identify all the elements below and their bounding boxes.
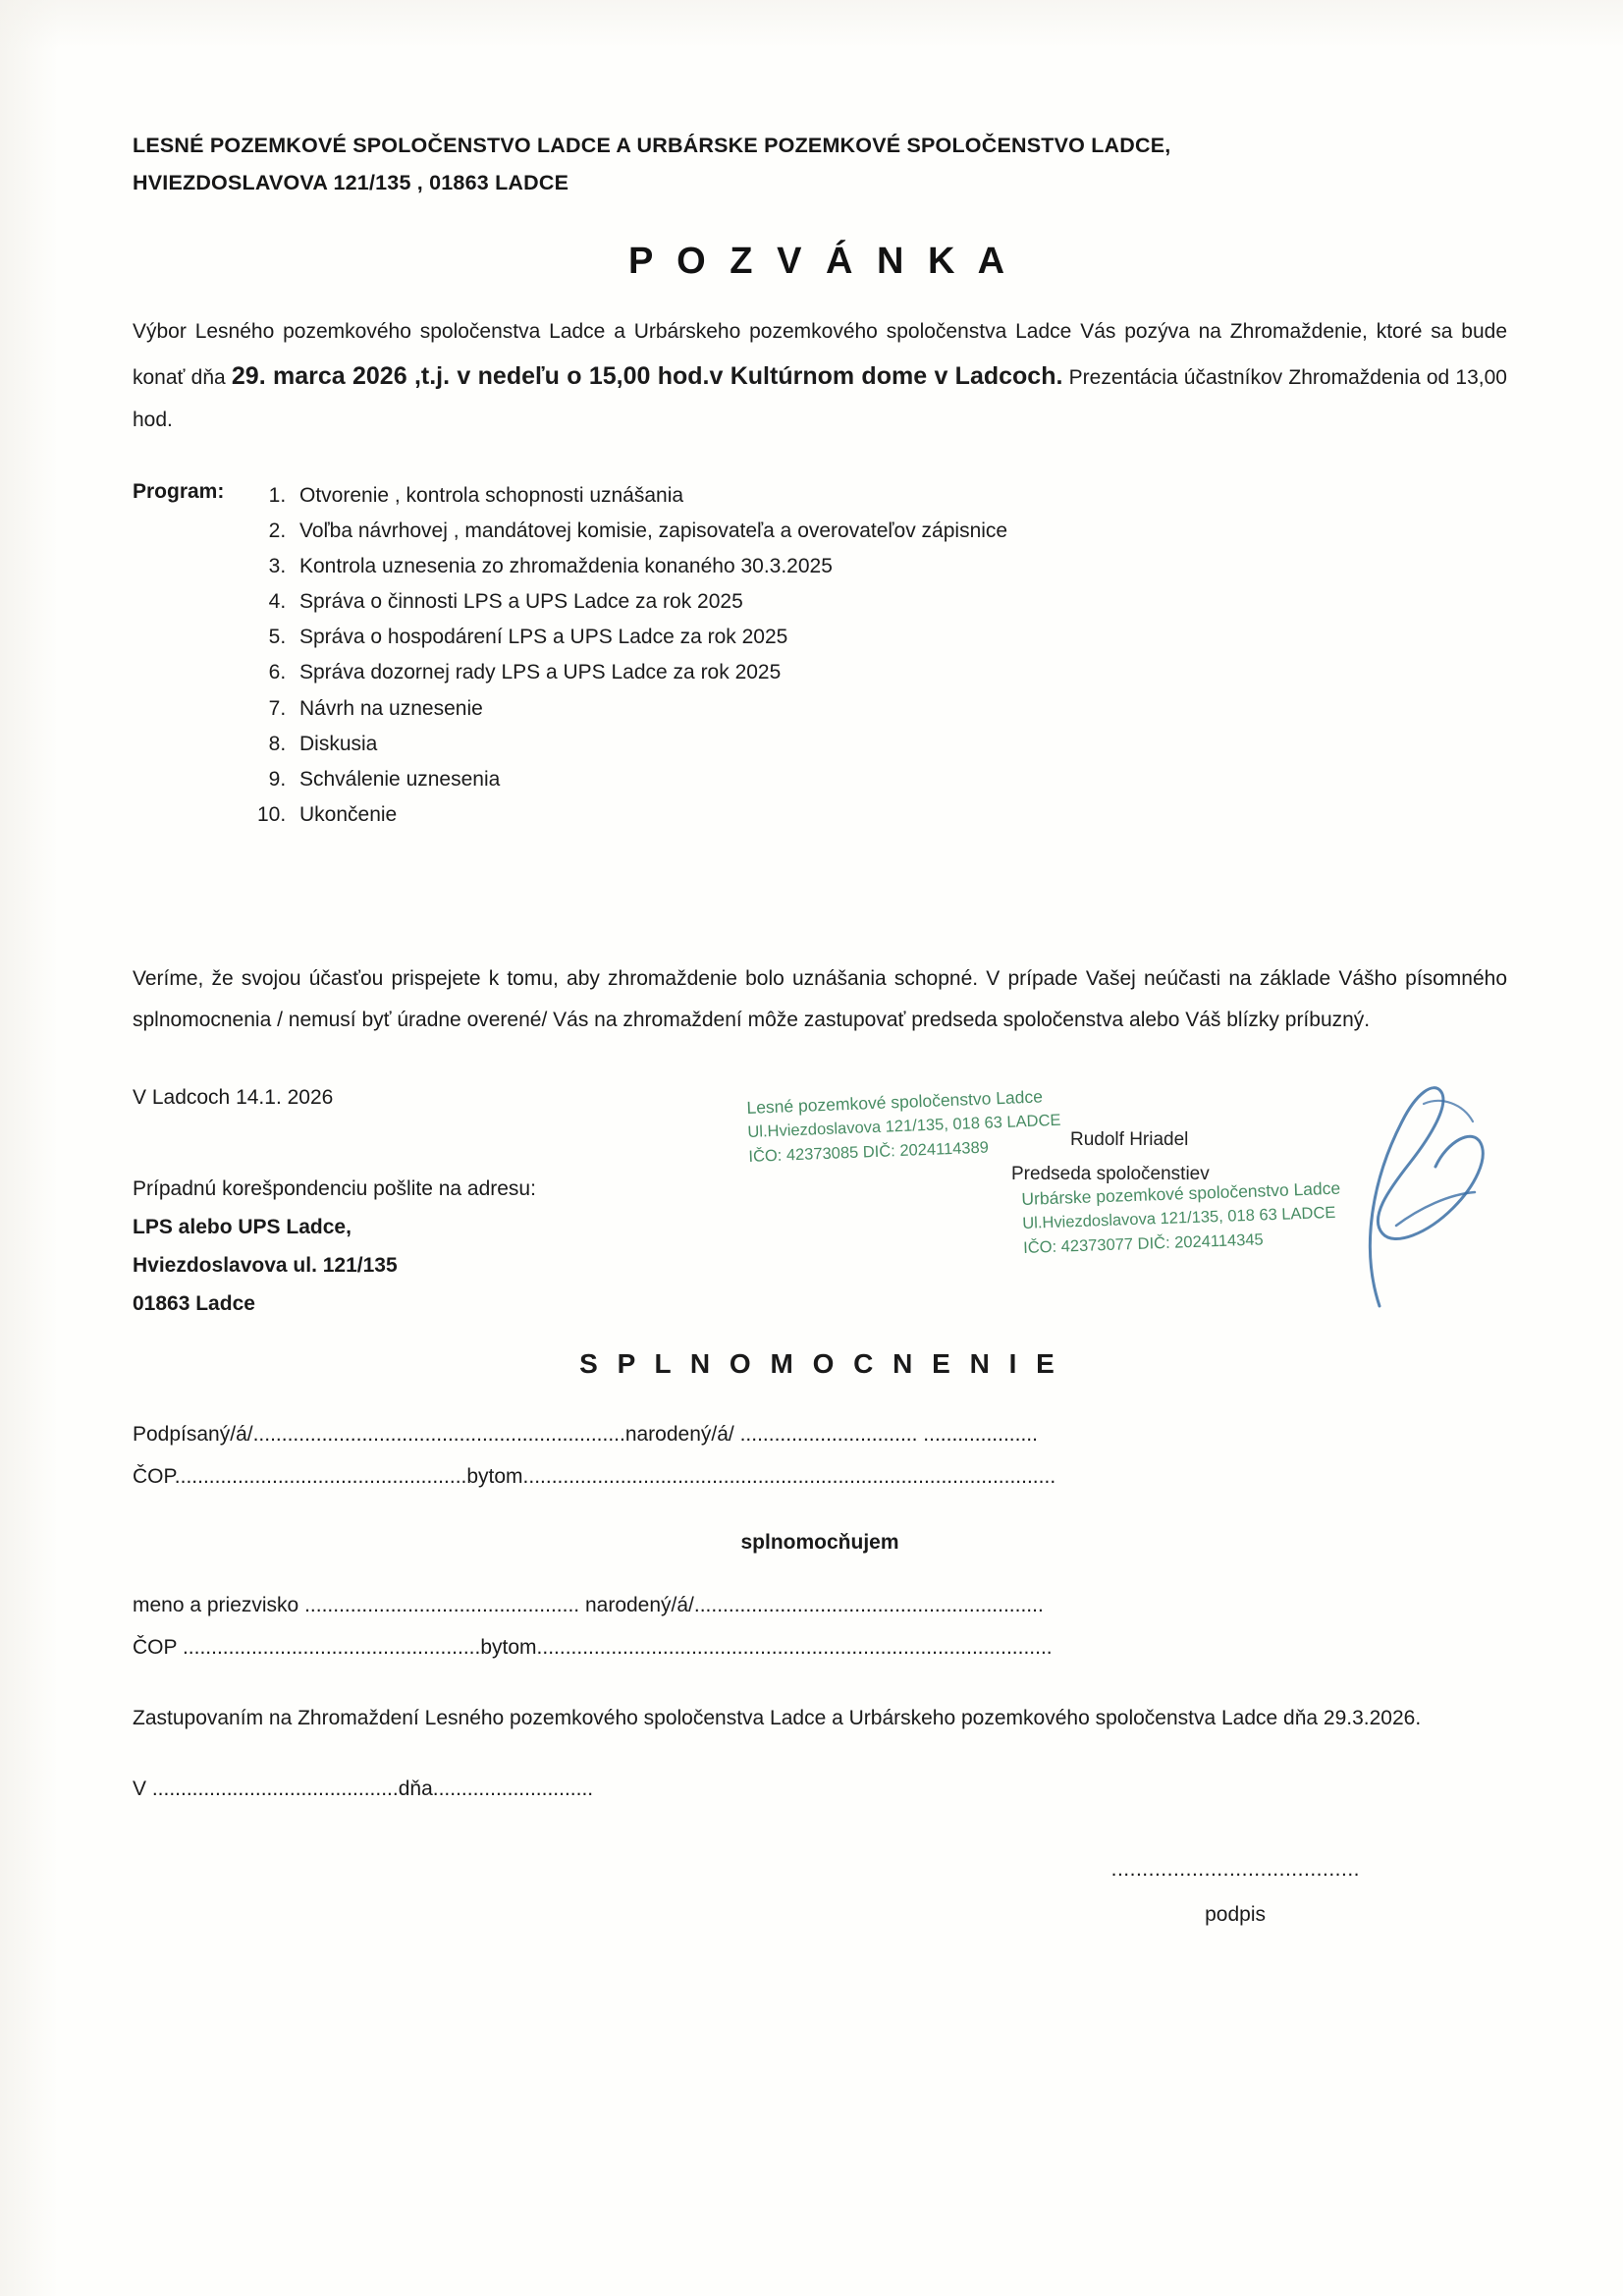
document-content	[133, 128, 1507, 1927]
scan-shadow-left	[0, 0, 59, 2296]
proxy-field-line-3: meno a priezvisko ................................................ narodený/á/.............................................................	[133, 1594, 1044, 1617]
intro-text-part-1: Výbor Lesného pozemkového spoločenstva Ladce a Urbárskeho pozemkového spoločenstva Ladce Vás pozýva na Zhromaždenie, ktoré sa bude konať dňa	[133, 320, 1507, 390]
scan-shadow-top	[0, 0, 1623, 49]
list-item: 6. Správa dozornej rady LPS a UPS Ladce za rok 2025	[292, 655, 1007, 690]
org-header-line-1: LESNÉ POZEMKOVÉ SPOLOČENSTVO LADCE A URBÁRSKE POZEMKOVÉ SPOLOČENSTVO LADCE,	[133, 134, 1171, 157]
correspondence-intro: Prípadnú korešpondenciu pošlite na adresu:	[133, 1176, 536, 1200]
intro-highlight: 29. marca 2026 ,t.j. v nedeľu o 15,00 hod.v Kultúrnom dome v Ladcoch.	[231, 362, 1063, 391]
list-item: 1. Otvorenie , kontrola schopnosti uznášania	[292, 478, 1007, 514]
proxy-field-line-2: ČOP...................................................bytom.............................................................................................	[133, 1465, 1056, 1489]
proxy-place-date-line: V ...........................................dňa............................	[133, 1777, 594, 1801]
list-item: 5. Správa o hospodárení LPS a UPS Ladce za rok 2025	[292, 620, 1007, 655]
list-item: 3. Kontrola uznesenia zo zhromaždenia konaného 30.3.2025	[292, 549, 1007, 584]
signature-dotted-line: ........................................	[1110, 1858, 1360, 1882]
intro-paragraph	[133, 312, 1507, 441]
proxy-center-word: splnomocňujem	[740, 1531, 899, 1555]
correspondence-block	[133, 1171, 1507, 1323]
place-and-date: V Ladcoch 14.1. 2026	[133, 1085, 334, 1109]
list-item: 10. Ukončenie	[292, 797, 1007, 833]
program-list	[246, 478, 1007, 833]
stamp-lps-line-2: Ul.Hviezdoslavova 121/135, 018 63 LADCE	[747, 1111, 1061, 1142]
list-item: 8. Diskusia	[292, 727, 1007, 762]
body-paragraph: Veríme, že svojou účasťou prispejete k tomu, aby zhromaždenie bolo uznášania schopné. V prípade Vašej neúčasti na základe Vášho písomného splnomocnenia / nemusí byť úradne overené/ Vás na zhromaždení môže zastupovať predseda spoločenstva alebo Váš blízky príbuzný.	[133, 966, 1507, 1031]
signatory-role: Predseda spoločenstiev	[1011, 1164, 1210, 1184]
stamp-lps-line-1: Lesné pozemkové spoločenstvo Ladce	[746, 1086, 1044, 1118]
list-item: 7. Návrh na uznesenie	[292, 691, 1007, 727]
stamp-lps-line-3: IČO: 42373085 DIČ: 2024114389	[748, 1138, 990, 1166]
proxy-field-line-4: ČOP ....................................................bytom..........................................................................................	[133, 1636, 1053, 1660]
org-header-line-2: HVIEZDOSLAVOVA 121/135 , 01863 LADCE	[133, 170, 569, 194]
list-item: 9. Schválenie uznesenia	[292, 762, 1007, 797]
proxy-title: S P L N O M O C N E N I E	[579, 1348, 1060, 1380]
stamp-ups-line-2: Ul.Hviezdoslavova 121/135, 018 63 LADCE	[1022, 1204, 1336, 1233]
proxy-closing-paragraph: Zastupovaním na Zhromaždení Lesného pozemkového spoločenstva Ladce a Urbárskeho pozemkového spoločenstva Ladce dňa 29.3.2026.	[133, 1706, 1422, 1729]
program-section	[133, 478, 1507, 833]
document-title: P O Z V Á N K A	[627, 241, 1012, 283]
signatory-name: Rudolf Hriadel	[1070, 1129, 1189, 1150]
correspondence-line-3: 01863 Ladce	[133, 1291, 255, 1315]
stamp-ups-line-3: IČO: 42373077 DIČ: 2024114345	[1022, 1230, 1264, 1257]
intro-text-part-2: Prezentácia účastníkov Zhromaždenia od 13,00 hod.	[133, 366, 1507, 431]
program-label: Program:	[133, 479, 225, 503]
proxy-field-line-1: Podpísaný/á/.................................................................narodený/á/ ............................... ....................	[133, 1423, 1038, 1447]
list-item: 4. Správa o činnosti LPS a UPS Ladce za rok 2025	[292, 584, 1007, 620]
correspondence-line-1: LPS alebo UPS Ladce,	[133, 1215, 352, 1238]
stamp-ups-line-1: Urbárske pozemkové spoločenstvo Ladce	[1021, 1177, 1341, 1209]
correspondence-line-2: Hviezdoslavova ul. 121/135	[133, 1253, 398, 1277]
signature-label: podpis	[1205, 1903, 1266, 1927]
list-item: 2. Voľba návrhovej , mandátovej komisie, zapisovateľa a overovateľov zápisnice	[292, 514, 1007, 549]
